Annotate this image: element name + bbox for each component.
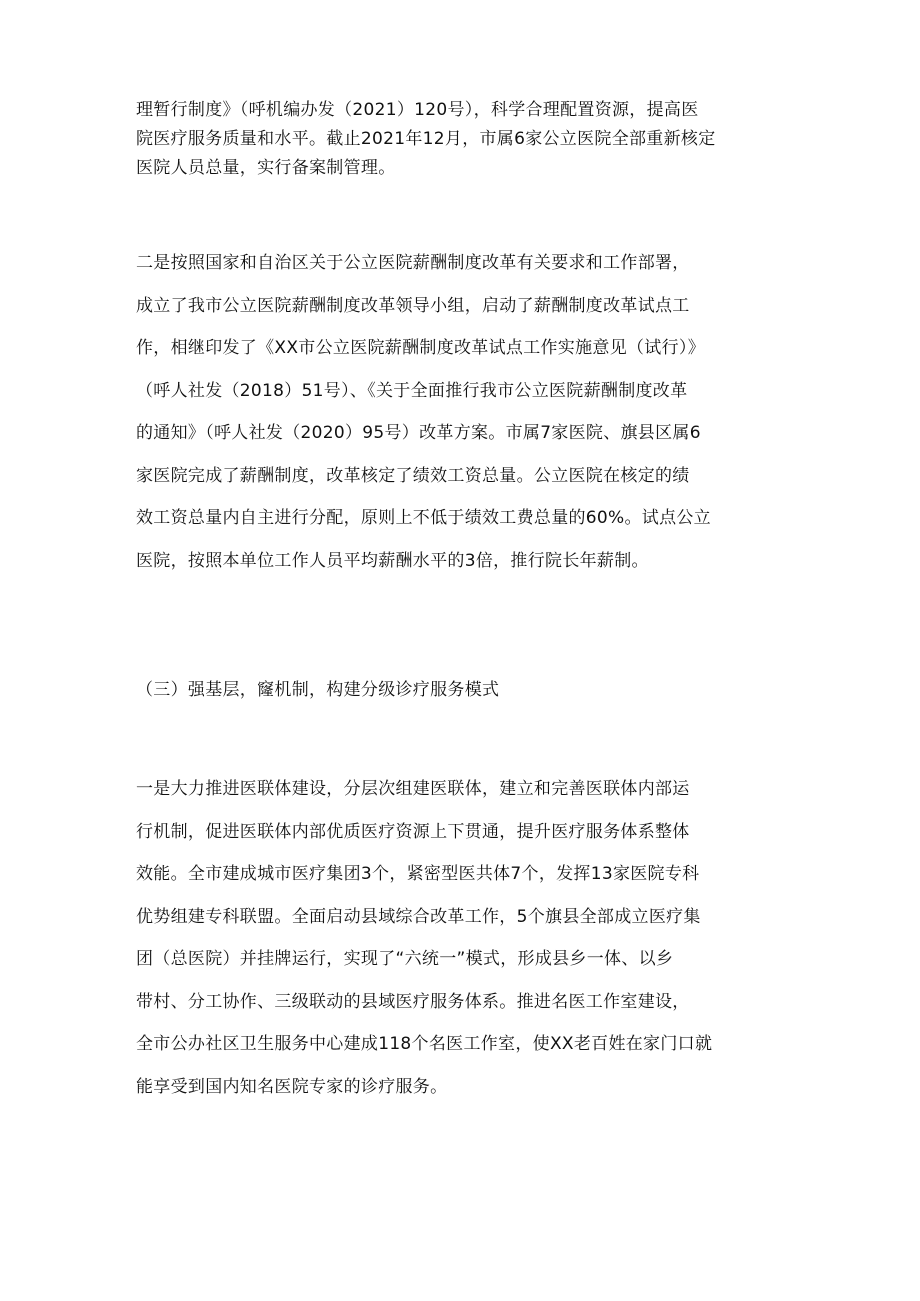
text-line: 团（总医院）并挂牌运行，实现了“六统一”模式，形成县乡一体、以乡 bbox=[136, 949, 674, 969]
text-line: 效能。全市建成城市医疗集团3个，紧密型医共体7个，发挥13家医院专科 bbox=[136, 864, 700, 884]
text-line: （呼人社发（2018）51号）、《关于全面推行我市公立医院薪酬制度改革 bbox=[136, 380, 688, 401]
paragraph-staffing-reform bbox=[136, 96, 796, 183]
text-line: 能享受到国内知名医院专家的诊疗服务。 bbox=[136, 1076, 448, 1097]
text-line: 医院人员总量，实行备案制管理。 bbox=[136, 158, 396, 178]
text-line: 医院，按照本单位工作人员平均薪酬水平的3倍，推行院长年薪制。 bbox=[136, 550, 649, 571]
text-line: 二是按照国家和自治区关于公立医院薪酬制度改革有关要求和工作部署， bbox=[136, 253, 690, 273]
text-line: 一是大力推进医联体建设，分层次组建医联体，建立和完善医联体内部运 bbox=[136, 779, 690, 799]
text-line: 的通知》（呼人社发（2020）95号）改革方案。市属7家医院、旗县区属6 bbox=[136, 423, 701, 443]
text-line: 理暂行制度》（呼机编办发（2021）120号），科学合理配置资源，提高医 bbox=[136, 100, 699, 120]
text-line: 优势组建专科联盟。全面启动县域综合改革工作，5个旗县全部成立医疗集 bbox=[136, 906, 701, 927]
paragraph-salary-reform bbox=[136, 242, 796, 582]
text-line: 行机制，促进医联体内部优质医疗资源上下贯通，提升医疗服务体系整体 bbox=[136, 821, 690, 842]
text-line: 院医疗服务质量和水平。截止2021年12月，市属6家公立医院全部重新核定 bbox=[136, 129, 716, 149]
text-line: 效工资总量内自主进行分配，原则上不低于绩效工费总量的60%。试点公立 bbox=[136, 508, 711, 528]
text-line: 全市公办社区卫生服务中心建成118个名医工作室，使XX老百姓在家门口就 bbox=[136, 1034, 713, 1054]
section-heading bbox=[136, 676, 796, 705]
heading-line: （三）强基层，窿机制，构建分级诊疗服务模式 bbox=[136, 680, 500, 700]
text-line: 家医院完成了薪酬制度，改革核定了绩效工资总量。公立医院在核定的绩 bbox=[136, 465, 690, 486]
text-line: 成立了我市公立医院薪酬制度改革领导小组，启动了薪酬制度改革试点工 bbox=[136, 295, 690, 316]
text-line: 带村、分工协作、三级联动的县域医疗服务体系。推进名医工作室建设， bbox=[136, 991, 690, 1012]
text-line: 作，相继印发了《XX市公立医院薪酬制度改革试点工作实施意见（试行）》 bbox=[136, 338, 705, 358]
paragraph-medical-alliance bbox=[136, 768, 796, 1108]
